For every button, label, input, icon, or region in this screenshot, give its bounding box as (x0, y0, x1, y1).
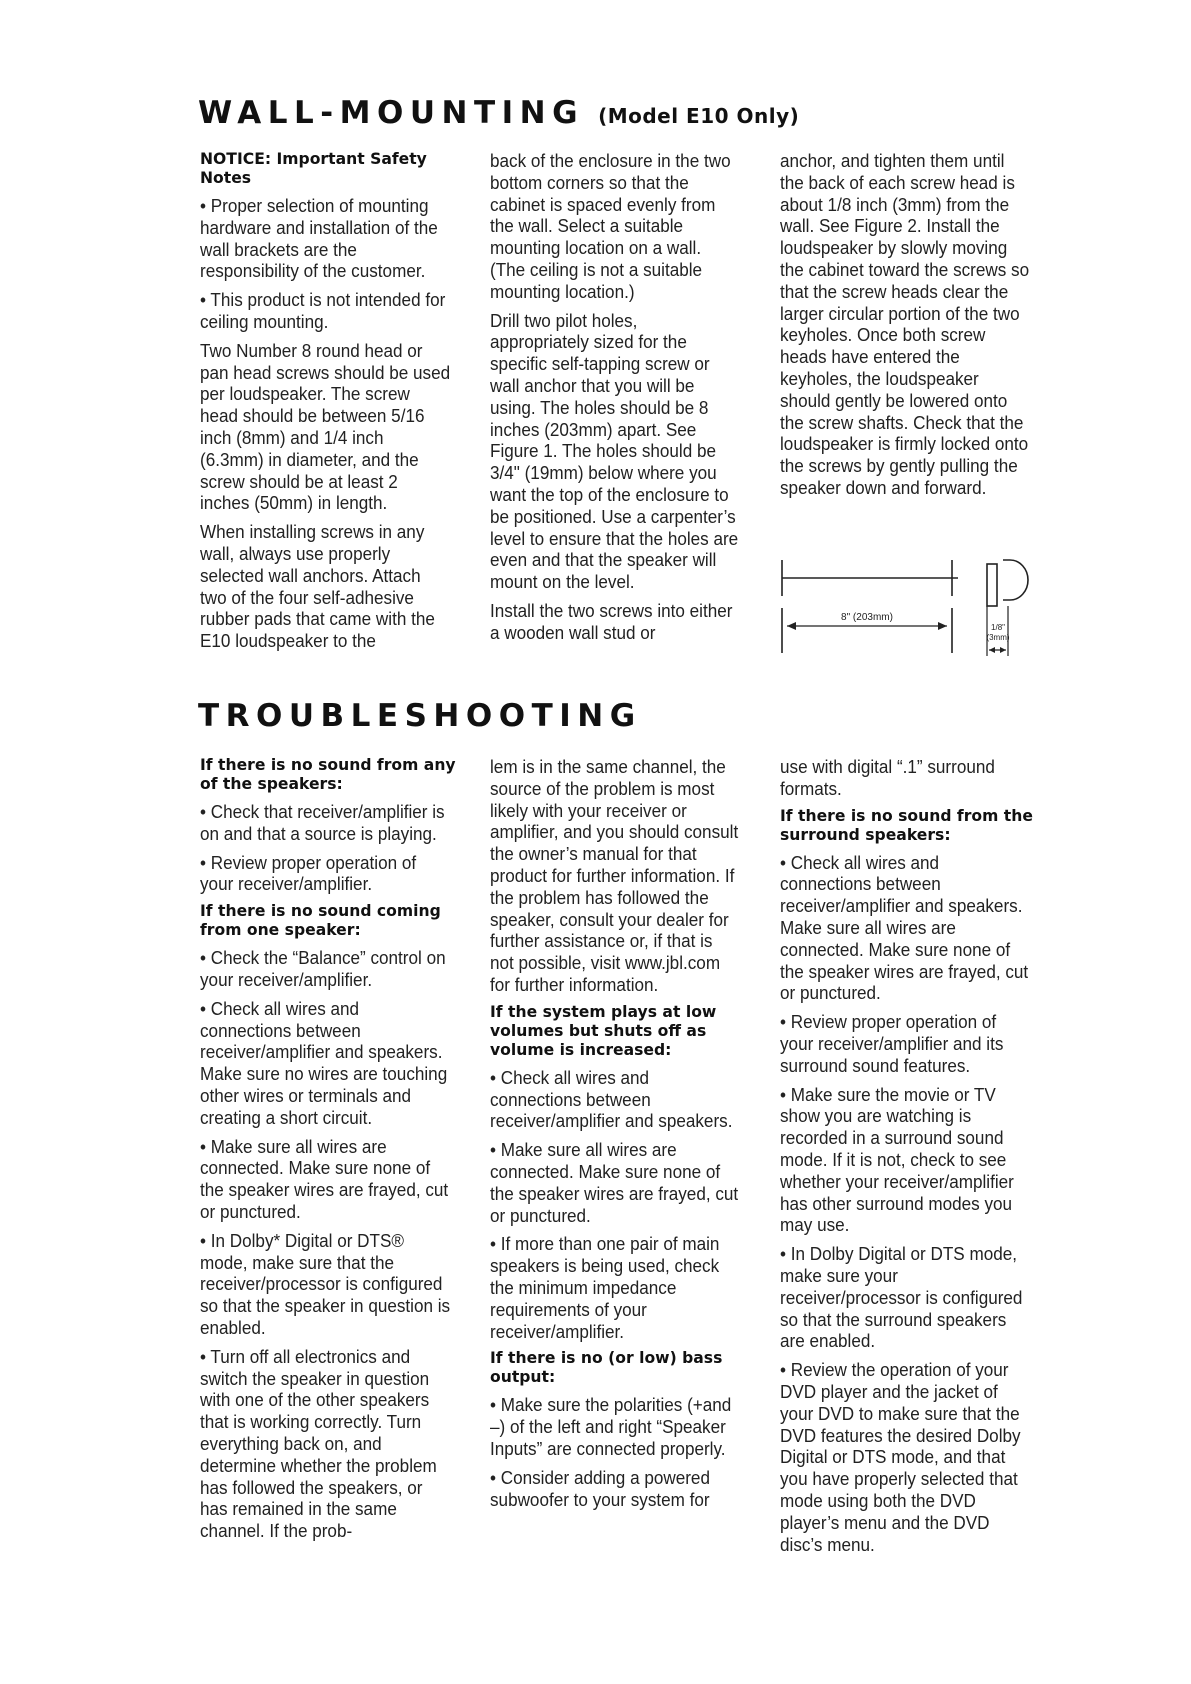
wall-mounting-column-1 (200, 150, 462, 659)
spacing-label: 8" (203mm) (841, 612, 893, 623)
paragraph: • This product is not intended for ceiling mounting. (200, 289, 446, 332)
troubleshooting-heading (198, 698, 642, 734)
paragraph: • Make sure all wires are connected. Make sure none of the speaker wires are frayed, cut or punctured. (200, 1135, 449, 1222)
paragraph: • Review proper operation of your receiver/amplifier and its surround sound features. (780, 1011, 1004, 1076)
wall-mounting-column-2 (490, 150, 752, 651)
wall-mounting-subtitle: (Model E10 Only) (598, 104, 800, 128)
paragraph: • Make sure the movie or TV show you are watching is recorded in a surround sound mode. If it is not, check to see whether your receiver/amplifier has other surround modes you may use. (780, 1083, 1014, 1236)
paragraph: Install the two screws into either a wooden wall stud or (490, 599, 733, 643)
safety-notice-heading: NOTICE: Important Safety Notes (200, 150, 427, 187)
paragraph: • Make sure all wires are connected. Make sure none of the speaker wires are frayed, cut or punctured. (490, 1139, 739, 1226)
screw-shaft (987, 564, 997, 606)
depth-label-mm: (3mm) (986, 633, 1010, 642)
paragraph: Drill two pilot holes, appropriately sized for the specific self-tapping screw or wall anchor that you will be using. The holes should be 8 inches (203mm) apart. See Figure 1. The holes should be 3/4" (19mm) below where you want the top of the enclosure to be positioned. Use a carpenter’s level to ensure that the holes are even and that the speaker will mount on the level. (490, 309, 739, 593)
paragraph: • Check the “Balance” control on your receiver/amplifier. (200, 947, 446, 990)
paragraph: • If more than one pair of main speakers is being used, check the minimum impedance requirements of your receiver/amplifier. (490, 1233, 720, 1342)
paragraph: • In Dolby Digital or DTS mode, make sure your receiver/processor is configured so that the surround speakers are enabled. (780, 1243, 1023, 1352)
depth-label-inches: 1/8" (991, 623, 1005, 632)
paragraph: • Check all wires and connections between receiver/amplifier and speakers. Make sure no wires are touching other wires or terminals and creating a short circuit. (200, 997, 448, 1128)
troubleshooting-column-2 (490, 756, 752, 1517)
wall-mounting-title: WALL-MOUNTING (198, 95, 585, 131)
issue-heading: If there is no (or low) bass output: (490, 1349, 723, 1387)
paragraph: • Review the operation of your DVD player and the jacket of your DVD to make sure that the DVD features the desired Dolby Digital or DTS mode, and that you have properly selected that mode using both the DVD player’s menu and the DVD disc’s menu. (780, 1359, 1021, 1555)
paragraph: • Proper selection of mounting hardware and installation of the wall brackets are the responsibility of the customer. (200, 195, 438, 282)
paragraph: • Check all wires and connections between receiver/amplifier and speakers. Make sure all wires are connected. Make sure none of the speaker wires are frayed, cut or punctured. (780, 851, 1029, 1004)
depth-arrowhead-left (989, 647, 995, 653)
paragraph: • In Dolby* Digital or DTS® mode, make sure that the receiver/processor is configured so that the speaker in question is enabled. (200, 1229, 451, 1338)
arrowhead-right (938, 622, 947, 630)
paragraph: When installing screws in any wall, always use properly selected wall anchors. Attach two of the four self-adhesive rubber pads that came with the E10 loudspeaker to the (200, 521, 435, 652)
wall-mounting-column-3 (780, 150, 1042, 506)
depth-arrowhead-right (1000, 647, 1006, 653)
wall-mounting-heading (198, 95, 799, 131)
troubleshooting-title: TROUBLESHOOTING (198, 698, 642, 734)
arrowhead-left (787, 622, 796, 630)
paragraph: Two Number 8 round head or pan head screws should be used per loudspeaker. The screw head should be between 5/16 inch (8mm) and 1/4 inch (6.3mm) in diameter, and the screw should be at least 2 inches (50mm) in length. (200, 339, 451, 514)
paragraph: back of the enclosure in the two bottom corners so that the cabinet is spaced evenly from the wall. Select a suitable mounting location on a wall. (The ceiling is not a suitable mounting location.) (490, 150, 731, 302)
paragraph: • Turn off all electronics and switch the speaker in question with one of the other speakers that is working correctly. Turn everything back on, and determine whether the problem has followed the speakers, or has remained in the same channel. If the prob- (200, 1345, 437, 1542)
issue-heading: If the system plays at low volumes but shuts off as volume is increased: (490, 1002, 717, 1059)
issue-heading: If there is no sound from the surround speakers: (780, 806, 1033, 844)
issue-heading: If there is no sound from any of the speakers: (200, 756, 456, 793)
mounting-diagram-svg (770, 548, 1040, 658)
screw-head (1003, 560, 1028, 600)
paragraph: anchor, and tighten them until the back of each screw head is about 1/8 inch (3mm) from the wall. See Figure 2. Install the loudspeaker by slowly moving the cabinet toward the screws so that the screw heads clear the larger circular portion of the two keyholes. Once both screw heads have entered the keyholes, the loudspeaker should gently be lowered onto the screw shafts. Check that the loudspeaker is firmly locked onto the screws by gently pulling the speaker down and forward. (780, 150, 1030, 498)
paragraph: • Check that receiver/amplifier is on and that a source is playing. (200, 801, 445, 844)
troubleshooting-column-1 (200, 756, 462, 1549)
mounting-diagram (770, 548, 1040, 663)
paragraph: lem is in the same channel, the source of the problem is most likely with your receiver or amplifier, and you should consult the owner’s manual for that product for further information. If the problem has followed the speaker, consult your dealer for further assistance or, if that is not possible, visit www.jbl.com for further information. (490, 756, 739, 995)
paragraph: • Make sure the polarities (+and –) of the left and right “Speaker Inputs” are connected properly. (490, 1394, 732, 1459)
paragraph: • Consider adding a powered subwoofer to your system for (490, 1466, 710, 1510)
paragraph: use with digital “.1” surround formats. (780, 756, 995, 799)
paragraph: • Check all wires and connections between receiver/amplifier and speakers. (490, 1066, 733, 1132)
issue-heading: If there is no sound coming from one speaker: (200, 902, 441, 940)
paragraph: • Review proper operation of your receiver/amplifier. (200, 851, 417, 895)
troubleshooting-column-3 (780, 756, 1042, 1562)
